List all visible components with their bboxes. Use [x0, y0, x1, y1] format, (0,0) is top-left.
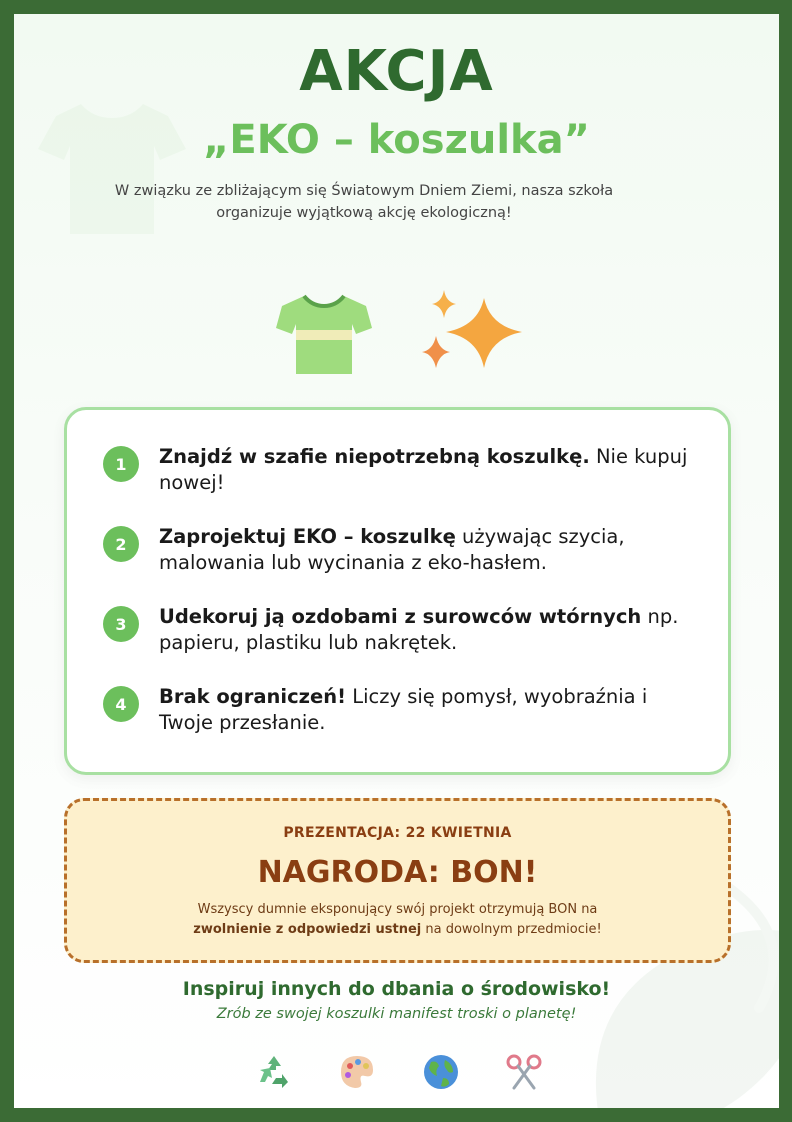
step-item	[103, 524, 699, 576]
hero-icons	[274, 276, 524, 386]
sparkles-icon	[422, 276, 532, 381]
step-text	[159, 684, 699, 736]
palette-icon	[337, 1052, 377, 1092]
step-rest-text: Liczy się pomysł, wyobraźnia i Twoje przesłanie.	[159, 685, 648, 734]
presentation-date: PREZENTACJA: 22 KWIETNIA	[283, 825, 512, 841]
step-number-badge: 3	[103, 606, 139, 642]
scissors-icon	[504, 1052, 544, 1092]
step-item	[103, 444, 699, 496]
step-rest-text: używając szycia, malowania lub wycinania z eko-hasłem.	[159, 525, 625, 574]
step-item	[103, 604, 699, 656]
step-number-badge: 2	[103, 526, 139, 562]
step-number-badge: 1	[103, 446, 139, 482]
prize-line-b-rest: na dowolnym przedmiocie!	[421, 922, 602, 937]
step-text	[159, 524, 699, 576]
step-bold-text: Znajdź w szafie niepotrzebną koszulkę.	[159, 445, 590, 468]
page-subtitle: „EKO – koszulka”	[203, 117, 590, 163]
t-shirt-icon	[274, 290, 374, 380]
step-number-badge: 4	[103, 686, 139, 722]
step-text	[159, 604, 699, 656]
manifest-text: Zrób ze swojej koszulki manifest troski o planetę!	[216, 1006, 577, 1022]
step-rest-text: np. papieru, plastiku lub nakrętek.	[159, 605, 679, 654]
inspire-heading: Inspiruj innych do dbania o środowisko!	[182, 978, 611, 1000]
bottom-icons	[254, 1052, 544, 1092]
step-bold-text: Zaprojektuj EKO – koszulkę	[159, 525, 456, 548]
step-bold-text: Udekoruj ją ozdobami z surowców wtórnych	[159, 605, 642, 628]
prize-box	[64, 798, 731, 963]
prize-description	[67, 900, 728, 940]
steps-card	[64, 407, 731, 775]
prize-line-a: Wszyscy dumnie eksponujący swój projekt otrzymują BON na	[197, 902, 598, 917]
prize-line-b-bold: zwolnienie z odpowiedzi ustnej	[193, 922, 422, 937]
recycle-icon	[254, 1052, 294, 1092]
step-bold-text: Brak ograniczeń!	[159, 685, 347, 708]
intro-text: W związku ze zbliżającym się Światowym Dniem Ziemi, nasza szkoła organizuje wyjątkową akcję ekologiczną!	[114, 183, 614, 221]
step-item	[103, 684, 699, 736]
prize-title: NAGRODA: BON!	[257, 855, 538, 890]
globe-icon	[421, 1052, 461, 1092]
step-text	[159, 444, 699, 496]
page-title: AKCJA	[299, 39, 494, 104]
step-rest-text: Nie kupuj nowej!	[159, 445, 688, 494]
poster	[14, 14, 779, 1108]
